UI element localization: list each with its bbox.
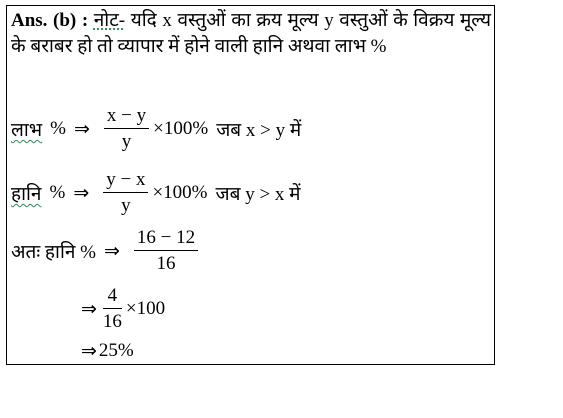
profit-label: लाभ bbox=[11, 120, 43, 141]
answer-label: Ans. (b) : bbox=[11, 10, 89, 31]
answer-text: यदि x वस्तुओं का क्रय मूल्य y वस्तुओं के विक्रय मूल्य के बराबर हो तो व्यापार में होने वाली हानि अथवा लाभ % bbox=[11, 10, 492, 57]
loss-fraction bbox=[103, 170, 148, 216]
loss-condition: जब y > x में bbox=[215, 184, 301, 205]
loss-formula-row bbox=[11, 170, 301, 216]
loss-label: हानि bbox=[11, 184, 42, 205]
step-two-denominator: 16 bbox=[102, 311, 122, 332]
profit-percent-sign: % bbox=[50, 118, 66, 139]
note-word: नोट- bbox=[93, 10, 126, 31]
implies-arrow-icon: ⇒ bbox=[81, 340, 97, 362]
profit-condition: जब x > y में bbox=[216, 120, 302, 141]
step-two-multiplier: ×100 bbox=[125, 298, 166, 319]
profit-formula-row bbox=[11, 106, 301, 152]
implies-arrow-icon: ⇒ bbox=[73, 182, 90, 204]
therefore-numerator: 16 − 12 bbox=[136, 227, 196, 248]
answer-paragraph bbox=[11, 8, 491, 60]
implies-arrow-icon: ⇒ bbox=[74, 118, 90, 140]
therefore-row bbox=[11, 228, 202, 274]
loss-multiplier: ×100% bbox=[152, 182, 208, 203]
result-value: 25% bbox=[98, 340, 134, 361]
profit-denominator: y bbox=[121, 131, 132, 152]
profit-fraction bbox=[104, 106, 149, 152]
loss-denominator: y bbox=[121, 195, 131, 216]
profit-multiplier: ×100% bbox=[153, 118, 209, 139]
implies-arrow-icon: ⇒ bbox=[81, 298, 97, 320]
therefore-denominator: 16 bbox=[156, 253, 176, 274]
loss-numerator: y − x bbox=[106, 169, 146, 190]
implies-arrow-icon: ⇒ bbox=[104, 240, 120, 262]
therefore-label: अतः हानि % bbox=[11, 242, 96, 263]
solution-box bbox=[6, 5, 495, 365]
result-row bbox=[81, 340, 134, 362]
step-two-row bbox=[81, 286, 165, 332]
step-two-numerator: 4 bbox=[107, 285, 118, 306]
profit-numerator: x − y bbox=[106, 105, 147, 126]
step-two-fraction bbox=[103, 286, 122, 332]
therefore-fraction bbox=[134, 228, 198, 274]
loss-percent-sign: % bbox=[49, 182, 66, 203]
